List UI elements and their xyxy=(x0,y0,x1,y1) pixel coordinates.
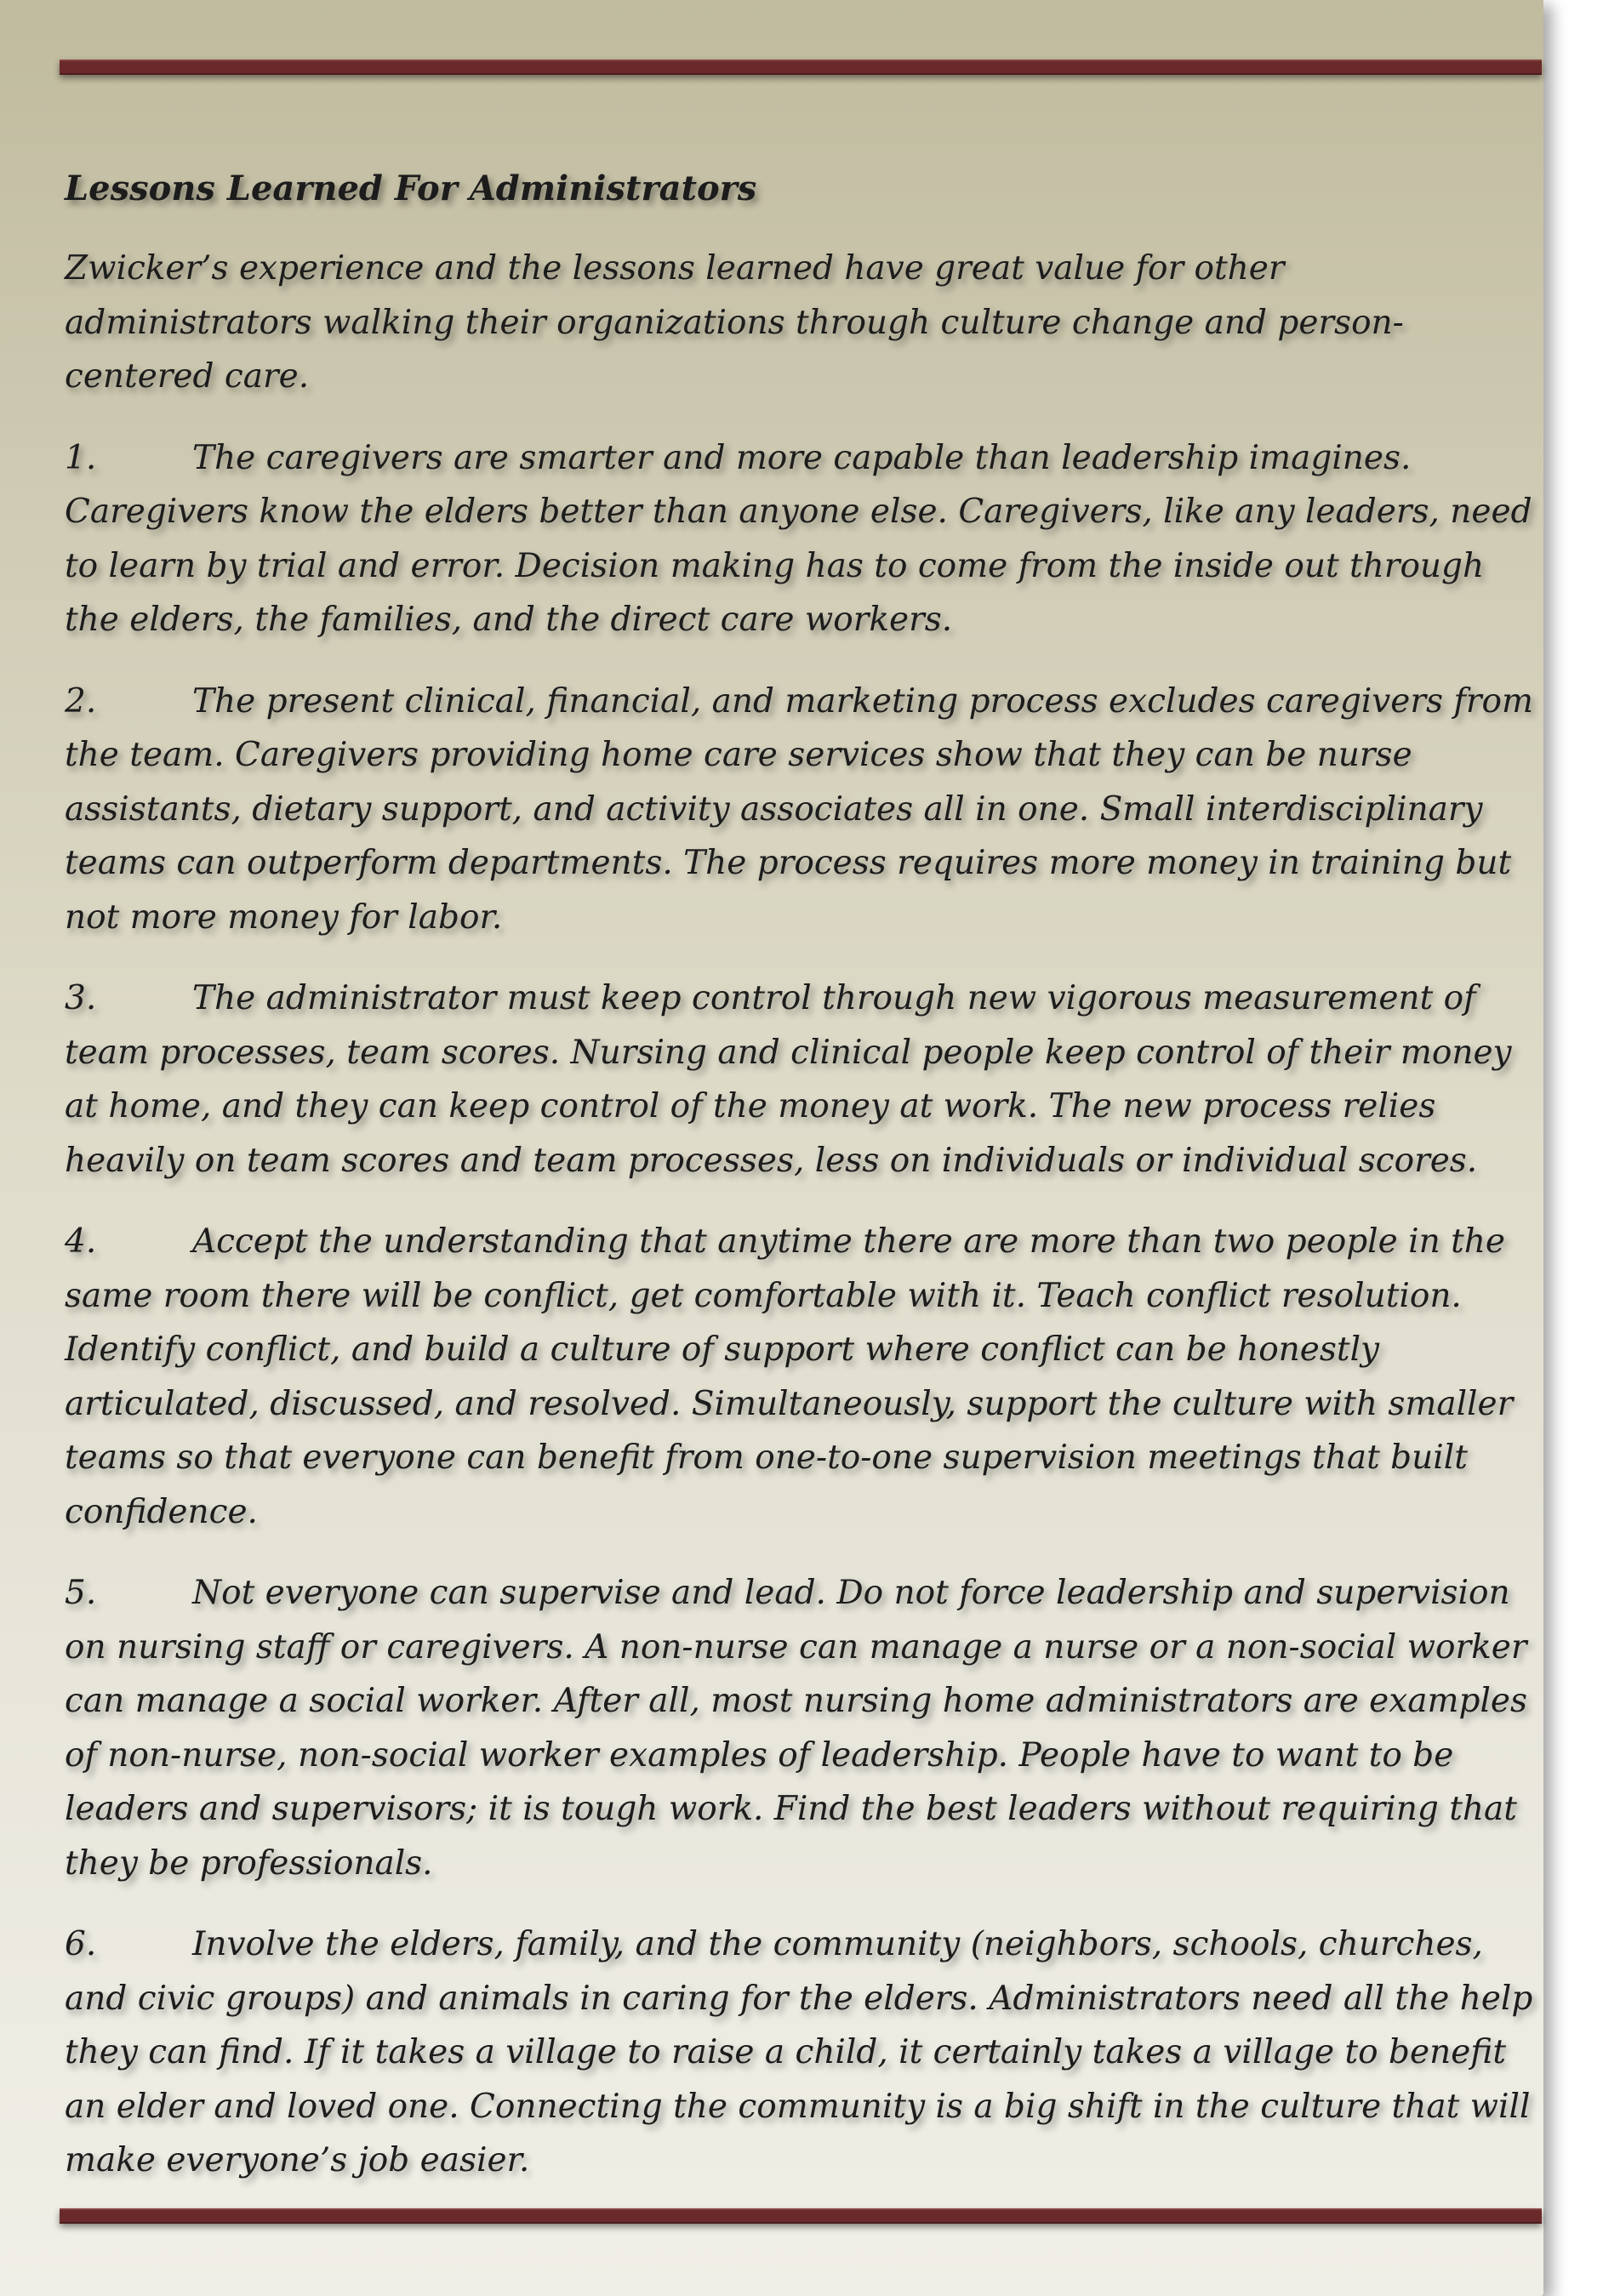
list-item-number: 2. xyxy=(65,681,97,721)
list-item-number: 6. xyxy=(65,1925,97,1963)
intro-paragraph: Zwicker’s experience and the lessons learned have great value for other administrators walking their organizations through culture change and person-centered care. xyxy=(65,249,1404,396)
list-item-text: Involve the elders, family, and the community (neighbors, schools, churches, and civic groups) and animals in caring for the elders. Administrators need all the help they can find. If it takes a village to raise a child, it certainly takes a village to benefit an elder and loved one. Connecting the community is a big shift in the culture that will make everyone’s job easier. xyxy=(65,1925,1533,2179)
list-item xyxy=(65,1215,1537,1539)
bottom-divider xyxy=(60,2208,1542,2224)
list-item-text: The caregivers are smarter and more capable than leadership imagines. Caregivers know the elders better than anyone else. Caregivers, like any leaders, need to learn by trial and error. Decision making has to come from the inside out through the elders, the families, and the direct care workers. xyxy=(65,438,1532,639)
section-heading: Lessons Learned For Administrators xyxy=(65,168,757,208)
list-item xyxy=(65,971,1537,1188)
list-item-number: 3. xyxy=(65,979,97,1017)
list-item-text: Accept the understanding that anytime there are more than two people in the same room there will be conflict, get comfortable with it. Teach conflict resolution. Identify conflict, and build a culture of support where conflict can be honestly articulated, discussed, and resolved. Simultaneously, support the culture with smaller teams so that everyone can benefit from one-to-one supervision meetings that built confidence. xyxy=(65,1222,1514,1531)
list-item-text: Not everyone can supervise and lead. Do not force leadership and supervision on nursing staff or caregivers. A non-nurse can manage a nurse or a non-social worker can manage a social worker. After all, most nursing home administrators are examples of non-nurse, non-social worker examples of leadership. People have to want to be leaders and supervisors; it is tough work. Find the best leaders without requiring that they be professionals. xyxy=(65,1574,1528,1883)
list-item-number: 5. xyxy=(65,1574,97,1612)
top-divider xyxy=(60,60,1542,75)
document-body xyxy=(65,162,1537,2215)
list-item xyxy=(65,1917,1537,2188)
list-item-number: 4. xyxy=(65,1222,97,1261)
list-item xyxy=(65,1566,1537,1890)
list-item-number: 1. xyxy=(65,438,97,477)
list-item xyxy=(65,431,1537,647)
list-item xyxy=(65,675,1537,945)
list-item-text: The administrator must keep control through new vigorous measurement of team processes, team scores. Nursing and clinical people keep control of their money at home, and they can keep control of the money at work. The new process relies heavily on team scores and team processes, less on individuals or individual scores. xyxy=(65,979,1512,1180)
list-item-text: The present clinical, financial, and marketing process excludes caregivers from the team. Caregivers providing home care services show that they can be nurse assistants, dietary support, and activity associates all in one. Small interdisciplinary teams can outperform departments. The process requires more money in training but not more money for labor. xyxy=(65,681,1533,937)
